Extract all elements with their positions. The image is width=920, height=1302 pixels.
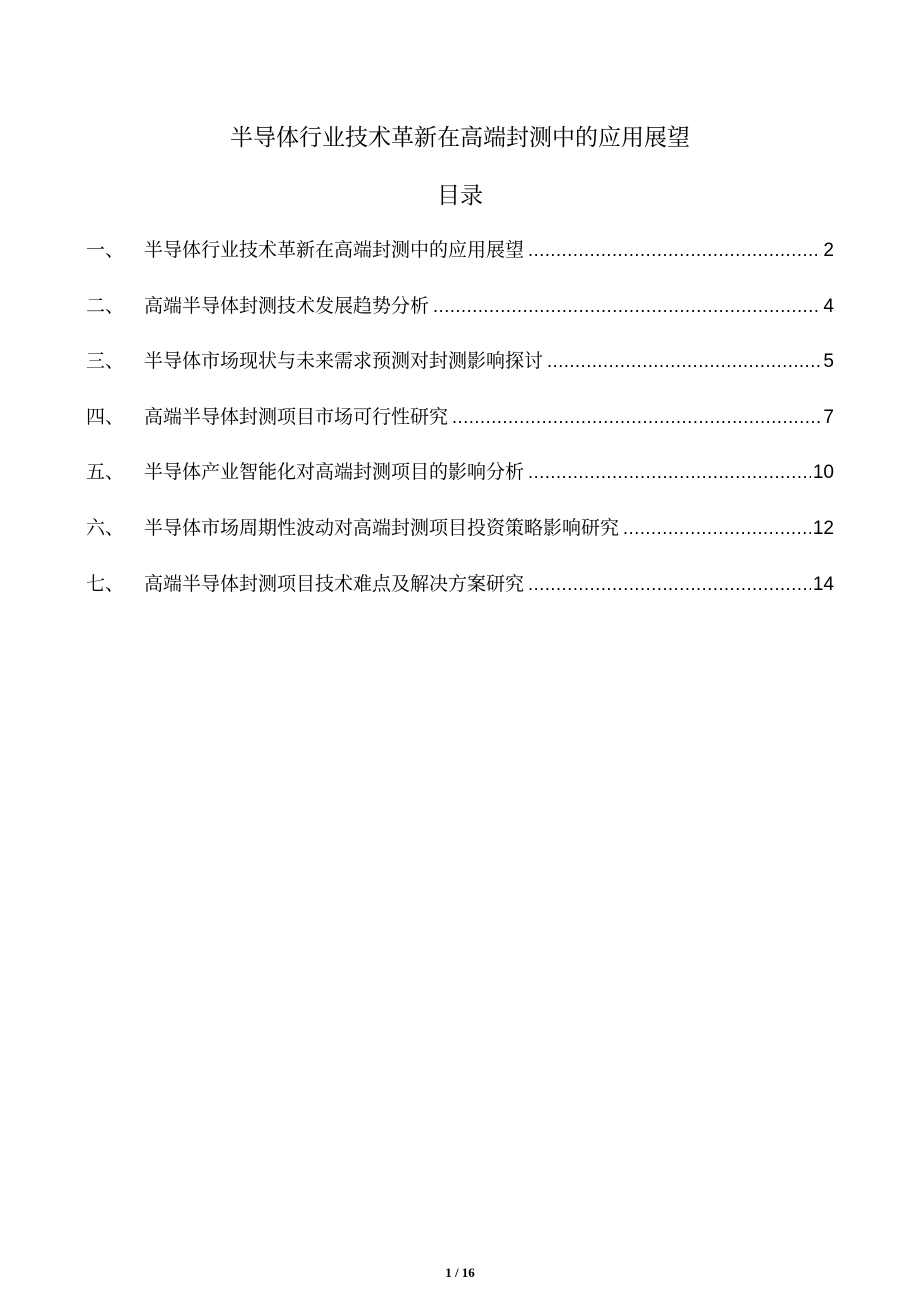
toc-entry[interactable] (86, 452, 834, 508)
toc-dot-leader (528, 452, 811, 492)
toc-entry-title[interactable]: 高端半导体封测技术发展趋势分析 (144, 294, 430, 317)
toc-entry[interactable] (86, 341, 834, 397)
toc-dot-leader (547, 341, 821, 381)
toc-heading: 目录 (437, 183, 483, 209)
toc-entry[interactable] (86, 564, 834, 620)
toc-dot-leader (433, 286, 821, 326)
toc-entry-title[interactable]: 高端半导体封测项目技术难点及解决方案研究 (144, 572, 525, 595)
toc-entry-title[interactable]: 半导体产业智能化对高端封测项目的影响分析 (144, 461, 525, 484)
toc-entry[interactable] (86, 286, 834, 342)
toc-entry-title[interactable]: 半导体市场周期性波动对高端封测项目投资策略影响研究 (144, 516, 620, 539)
toc-entry-page[interactable]: 5 (823, 351, 834, 373)
document-title: 半导体行业技术革新在高端封测中的应用展望 (230, 125, 690, 151)
toc-entry-title[interactable]: 半导体市场现状与未来需求预测对封测影响探讨 (144, 350, 544, 373)
toc-entry[interactable] (86, 397, 834, 453)
toc-dot-leader (452, 397, 821, 437)
toc-entry-page[interactable]: 2 (823, 240, 834, 261)
toc-entry-page[interactable]: 7 (823, 406, 834, 428)
toc-entry-number: 二、 (86, 294, 125, 317)
toc-entry-page[interactable]: 14 (812, 573, 834, 595)
toc-dot-leader (623, 508, 811, 548)
page-number-footer: 1 / 16 (445, 1265, 475, 1280)
toc-dot-leader (528, 230, 821, 270)
toc-entry-number: 四、 (86, 405, 125, 428)
toc-entry-number: 五、 (86, 461, 125, 484)
toc-entry-page[interactable]: 10 (812, 462, 834, 484)
toc-entry-title[interactable]: 半导体行业技术革新在高端封测中的应用展望 (144, 239, 525, 261)
toc-entry-page[interactable]: 12 (812, 517, 834, 539)
toc-dot-leader (528, 564, 811, 604)
toc-entry-number: 三、 (86, 350, 125, 373)
toc-entry-number: 一、 (86, 239, 125, 261)
toc-entry-number: 七、 (86, 572, 125, 595)
toc-entry-page[interactable]: 4 (823, 295, 834, 317)
toc-entry[interactable] (86, 230, 834, 286)
table-of-contents (86, 230, 834, 619)
toc-entry-title[interactable]: 高端半导体封测项目市场可行性研究 (144, 405, 449, 428)
toc-entry[interactable] (86, 508, 834, 564)
toc-entry-number: 六、 (86, 516, 125, 539)
